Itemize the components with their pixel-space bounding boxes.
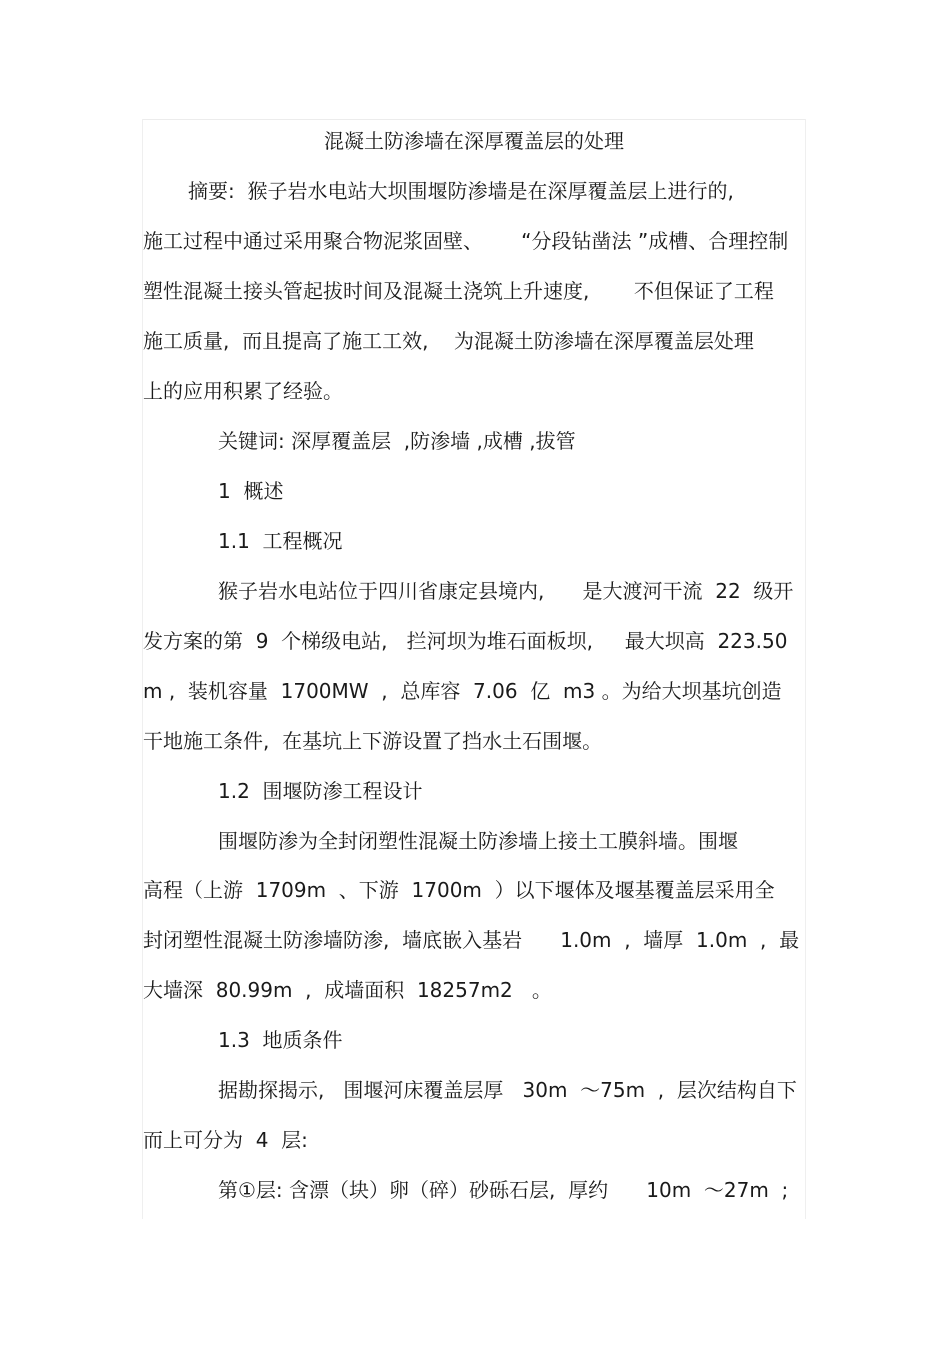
section-heading-1-3: 1.3 地质条件 bbox=[218, 1028, 343, 1052]
paragraph-line: 据勘探揭示, 围堰河床覆盖层厚 30m ～75m , 层次结构自下 bbox=[218, 1078, 797, 1102]
paragraph-line: 封闭塑性混凝土防渗墙防渗, 墙底嵌入基岩 1.0m , 墙厚 1.0m , 最 bbox=[143, 928, 800, 952]
abstract-line-1: 摘要: 猴子岩水电站大坝围堰防渗墙是在深厚覆盖层上进行的, bbox=[188, 179, 734, 203]
paragraph-line: m , 装机容量 1700MW , 总库容 7.06 亿 m3 。为给大坝基坑创造 bbox=[143, 679, 782, 703]
paragraph-line: 干地施工条件, 在基坑上下游设置了挡水土石围堰。 bbox=[143, 729, 603, 753]
section-heading-1-2: 1.2 围堰防渗工程设计 bbox=[218, 779, 423, 803]
abstract-line-4: 施工质量, 而且提高了施工工效, 为混凝土防渗墙在深厚覆盖层处理 bbox=[143, 329, 754, 353]
paragraph-line: 猴子岩水电站位于四川省康定县境内, 是大渡河干流 22 级开 bbox=[218, 579, 794, 603]
abstract-line-5: 上的应用积累了经验。 bbox=[143, 379, 343, 403]
document-title: 混凝土防渗墙在深厚覆盖层的处理 bbox=[324, 129, 624, 153]
paragraph-line: 大墙深 80.99m , 成墙面积 18257m2 。 bbox=[143, 978, 552, 1002]
section-heading-1: 1 概述 bbox=[218, 479, 284, 503]
section-heading-1-1: 1.1 工程概况 bbox=[218, 529, 343, 553]
paragraph-line: 第①层: 含漂（块）卵（碎）砂砾石层, 厚约 10m ～27m ; bbox=[218, 1178, 789, 1202]
paragraph-line: 围堰防渗为全封闭塑性混凝土防渗墙上接土工膜斜墙。围堰 bbox=[218, 829, 738, 853]
keywords-line: 关键词: 深厚覆盖层 ,防渗墙 ,成槽 ,拔管 bbox=[218, 429, 576, 453]
abstract-line-3: 塑性混凝土接头管起拔时间及混凝土浇筑上升速度, 不但保证了工程 bbox=[143, 279, 774, 303]
paragraph-line: 而上可分为 4 层: bbox=[143, 1128, 308, 1152]
paragraph-line: 高程（上游 1709m 、下游 1700m ）以下堰体及堰基覆盖层采用全 bbox=[143, 878, 775, 902]
abstract-line-2: 施工过程中通过采用聚合物泥浆固壁、 “分段钻凿法 ”成槽、合理控制 bbox=[143, 229, 789, 253]
paragraph-line: 发方案的第 9 个梯级电站, 拦河坝为堆石面板坝, 最大坝高 223.50 bbox=[143, 629, 788, 653]
